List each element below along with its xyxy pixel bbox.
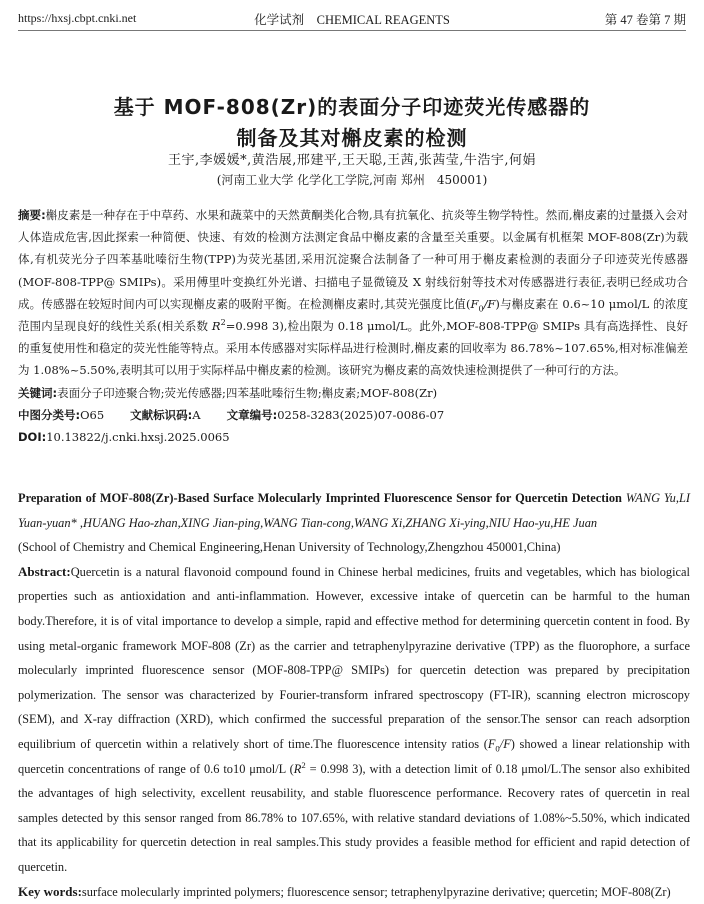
clc-value: O65 xyxy=(80,408,104,422)
abstract-en-f0-sub: 0 xyxy=(495,743,499,753)
abstract-en-r: R xyxy=(294,762,302,776)
abstract-en-text-1: Quercetin is a natural flavonoid compound found in Chinese herbal medicines, fruits and vegetables, which has biological properties such as antioxidation and anti-inflammation. However, excessive intake of quercetin can be harmful to the human body.Therefore, it is of vital importance to develop a simple, rapid and effective method for determining quercetin content in food. By using metal-organic framework MOF-808 (Zr) as the carrier and tetraphenylpyrazine derivative (TPP) as the fluorophore, a surface molecularly imprinted fluorescence sensor (MOF-808-TPP@ SMIPs) for quercetin detection was prepared by precipitation polymerization. The sensor was characterized by Fourier-transform infrared spectroscopy (FT-IR), scanning electron microscopy (SEM), and X-ray diffraction (XRD), which confirmed the successful preparation of the sensor.The sensor can reach adsorption equilibrium of quercetin within a relatively short of time.The fluorescence intensity ratios ( xyxy=(18,565,690,751)
title-en: Preparation of MOF-808(Zr)-Based Surface Molecularly Imprinted Fluorescence Sensor for Quercetin Detection xyxy=(18,491,622,505)
keywords-en xyxy=(18,880,690,904)
title-cn-line2: 制备及其对槲皮素的检测 xyxy=(0,122,704,151)
article-no-label: 文章编号: xyxy=(227,408,278,422)
abstract-cn-f0-sub: 0 xyxy=(478,304,483,313)
abstract-cn-label: 摘要: xyxy=(18,208,46,222)
keywords-cn xyxy=(18,382,688,404)
abstract-en-text-2: ) showed a linear relationship with quercetin concentrations of range of 0.6 to10 μmol/L ( xyxy=(18,737,690,776)
classification-row xyxy=(18,404,688,426)
doi-row xyxy=(18,426,688,448)
abstract-cn xyxy=(18,204,688,382)
abstract-en-f0: F xyxy=(488,737,496,751)
chinese-front-matter xyxy=(18,204,688,448)
keywords-cn-label: 关键词: xyxy=(18,386,57,400)
keywords-cn-text: 表面分子印迹聚合物;荧光传感器;四苯基吡嗪衍生物;槲皮素;MOF-808(Zr) xyxy=(57,386,437,400)
clc-label: 中图分类号: xyxy=(18,408,80,422)
journal-name: 化学试剂 CHEMICAL REAGENTS xyxy=(18,10,686,28)
article-no-value: 0258-3283(2025)07-0086-07 xyxy=(277,408,444,422)
abstract-cn-r-sup: 2 xyxy=(221,318,226,327)
title-authors-en xyxy=(18,486,690,535)
affiliation-cn: (河南工业大学 化学化工学院,河南 郑州 450001) xyxy=(0,171,704,188)
abstract-cn-f0: F xyxy=(470,297,478,311)
abstract-en-slash-f: /F xyxy=(500,737,511,751)
abstract-en-text-3: = 0.998 3), with a detection limit of 0.18 μmol/L.The sensor also exhibited the advantages of high selectivity, excellent reusability, and stable fluorescence performance. Recovery rates of quercetin in real samples detected by this sensor ranged from 86.78% to 107.65%, with relative standard deviations of 1.08%~5.50%, which indicated that its applicability for quercetin detection in real samples.This study provides a feasible method for efficient and rapid detection of quercetin. xyxy=(18,762,690,874)
abstract-cn-text-1: 槲皮素是一种存在于中草药、水果和蔬菜中的天然黄酮类化合物,具有抗氧化、抗炎等生物学特性。然而,槲皮素的过量摄入会对人体造成危害,因此探索一种简便、快速、有效的检测方法测定食品中槲皮素的含量至关重要。以金属有机框架 MOF-808(Zr)为载体,有机荧光分子四苯基吡嗪衍生物(TPP)为荧光基团,采用沉淀聚合法制备了一种可用于槲皮素检测的表面分子印迹荧光传感器(MOF-808-TPP@ SMIPs)。采用傅里叶变换红外光谱、扫描电子显微镜及 X 射线衍射等技术对传感器进行表征,表明已经成功合成。传感器在较短时间内可以实现槲皮素的吸附平衡。在检测槲皮素时,其荧光强度比值( xyxy=(18,208,688,311)
authors-en: WANG Yu,LI Yuan-yuan* ,HUANG Hao-zhan,XING Jian-ping,WANG Tian-cong,WANG Xi,ZHANG Xi-ying,NIU Hao-yu,HE Juan xyxy=(18,491,690,530)
abstract-en-label: Abstract: xyxy=(18,564,71,579)
title-cn-line1: 基于 MOF-808(Zr)的表面分子印迹荧光传感器的 xyxy=(0,91,704,120)
abstract-cn-text-3: =0.998 3),检出限为 0.18 μmol/L。此外,MOF-808-TPP@ SMIPs 具有高选择性、良好的重复使用性和稳定的荧光性能等特点。采用本传感器对实际样品进行检测时,槲皮素的回收率为 86.78%~107.65%,相对标准偏差为 1.08%~5.50%,表明其可以用于实际样品中槲皮素的检测。该研究为槲皮素的高效快速检测提供了一种可行的方法。 xyxy=(18,319,688,377)
abstract-cn-slash-f: /F xyxy=(484,297,496,311)
doi-label: DOI: xyxy=(18,430,46,444)
doc-code-label: 文献标识码: xyxy=(130,408,192,422)
keywords-en-label: Key words: xyxy=(18,884,82,899)
abstract-en-r-sup: 2 xyxy=(301,759,305,769)
abstract-cn-r: R xyxy=(212,319,221,333)
english-front-matter xyxy=(18,486,690,904)
affiliation-en: (School of Chemistry and Chemical Engineering,Henan University of Technology,Zhengzhou 450001,China) xyxy=(18,535,690,560)
keywords-en-text: surface molecularly imprinted polymers; fluorescence sensor; tetraphenylpyrazine derivative; quercetin; MOF-808(Zr) xyxy=(82,885,671,899)
journal-url[interactable]: https://hxsj.cbpt.cnki.net xyxy=(18,11,136,26)
authors-cn: 王宇,李媛媛*,黄浩展,邢建平,王天聪,王茜,张茜莹,牛浩宇,何娟 xyxy=(0,149,704,168)
doi-value[interactable]: 10.13822/j.cnki.hxsj.2025.0065 xyxy=(46,430,229,444)
abstract-en xyxy=(18,560,690,880)
doc-code-value: A xyxy=(192,408,200,422)
abstract-cn-text-2: )与槲皮素在 0.6~10 μmol/L 的浓度范围内呈现良好的线性关系(相关系数 xyxy=(18,297,688,333)
running-header xyxy=(18,8,686,31)
volume-issue: 第 47 卷第 7 期 xyxy=(605,10,686,28)
